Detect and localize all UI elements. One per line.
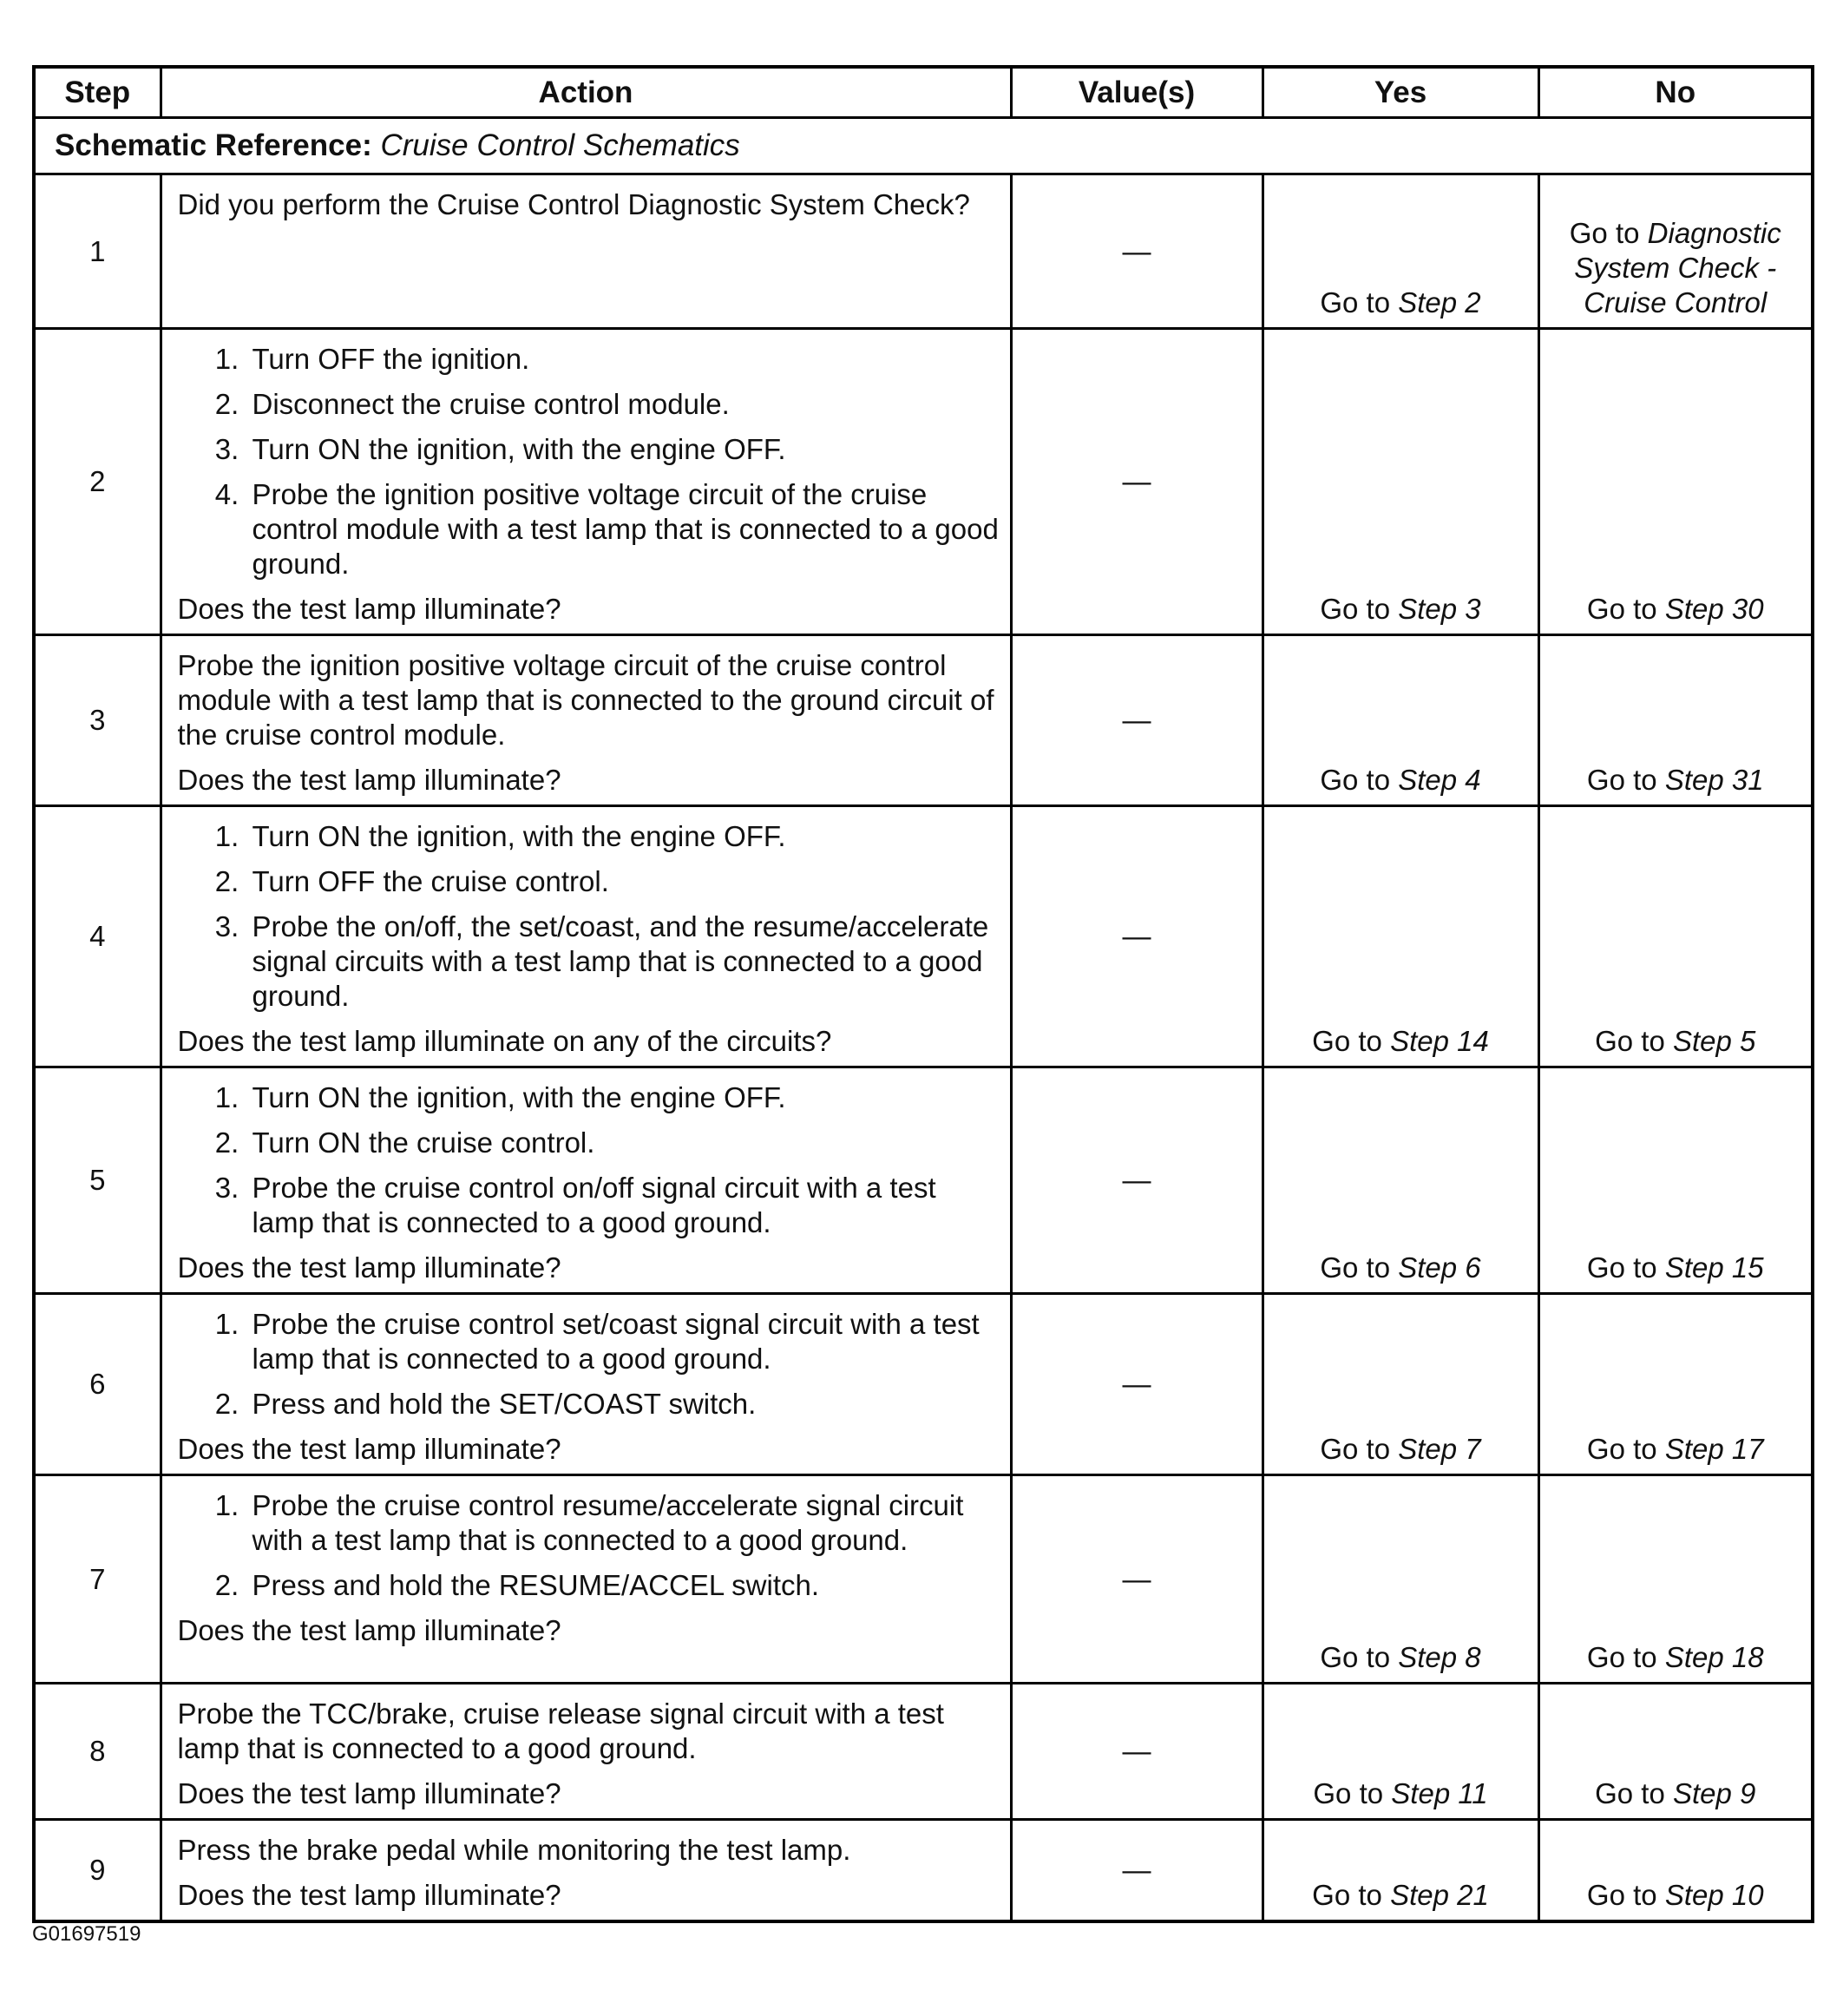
action-step: 2. Turn ON the cruise control. — [247, 1126, 1001, 1160]
no-prefix: Go to — [1586, 1879, 1657, 1911]
yes-step-link[interactable]: Step 14 — [1390, 1025, 1489, 1057]
step-number: 3 — [34, 635, 161, 806]
yes-cell — [1263, 329, 1538, 635]
step-number: 6 — [34, 1294, 161, 1475]
no-cell — [1538, 174, 1813, 329]
action-step: 2. Turn OFF the cruise control. — [247, 864, 1001, 899]
yes-step-link[interactable]: Step 6 — [1398, 1251, 1481, 1284]
yes-cell — [1263, 1294, 1538, 1475]
no-cell — [1538, 1820, 1813, 1922]
step-number: 5 — [34, 1067, 161, 1294]
no-prefix: Go to — [1569, 217, 1640, 249]
yes-prefix: Go to — [1320, 593, 1391, 625]
action-step: 3. Probe the cruise control on/off signal circuit with a test lamp that is connected to a good ground. — [247, 1171, 1001, 1240]
step-number: 8 — [34, 1684, 161, 1820]
action-question: Does the test lamp illuminate? — [177, 593, 561, 625]
no-cell — [1538, 1684, 1813, 1820]
yes-cell — [1263, 1684, 1538, 1820]
action-step: 2. Press and hold the RESUME/ACCEL switch. — [247, 1568, 1001, 1603]
yes-prefix: Go to — [1312, 1025, 1382, 1057]
value-cell: — — [1011, 1067, 1263, 1294]
table-row — [34, 806, 1813, 1067]
action-steps-list — [178, 342, 1001, 581]
action-question: Does the test lamp illuminate? — [177, 1777, 561, 1809]
action-step: 1. Turn OFF the ignition. — [247, 342, 1001, 377]
action-cell — [161, 174, 1011, 329]
no-prefix: Go to — [1586, 1641, 1657, 1673]
action-cell — [161, 635, 1011, 806]
action-step: 4. Probe the ignition positive voltage circuit of the cruise control module with a test lamp that is connected to a good ground. — [247, 477, 1001, 581]
action-question: Does the test lamp illuminate? — [177, 1433, 561, 1465]
no-step-link[interactable]: Step 9 — [1672, 1777, 1756, 1809]
step-number: 4 — [34, 806, 161, 1067]
yes-prefix: Go to — [1313, 1777, 1384, 1809]
yes-prefix: Go to — [1320, 1641, 1391, 1673]
yes-step-link[interactable]: Step 11 — [1391, 1777, 1488, 1809]
yes-cell — [1263, 806, 1538, 1067]
action-step: 1. Turn ON the ignition, with the engine OFF. — [247, 1080, 1001, 1115]
action-cell — [161, 329, 1011, 635]
table-row — [34, 1067, 1813, 1294]
yes-prefix: Go to — [1320, 286, 1391, 318]
action-question: Does the test lamp illuminate? — [177, 1879, 561, 1911]
yes-cell — [1263, 1820, 1538, 1922]
action-question: Does the test lamp illuminate? — [177, 1251, 561, 1284]
value-cell: — — [1011, 806, 1263, 1067]
action-question: Does the test lamp illuminate on any of the circuits? — [177, 1025, 832, 1057]
yes-cell — [1263, 174, 1538, 329]
no-step-link[interactable]: Step 15 — [1664, 1251, 1764, 1284]
table-row — [34, 329, 1813, 635]
yes-cell — [1263, 1475, 1538, 1684]
no-cell — [1538, 1475, 1813, 1684]
value-cell: — — [1011, 635, 1263, 806]
no-prefix: Go to — [1586, 593, 1657, 625]
no-step-link[interactable]: Step 30 — [1664, 593, 1764, 625]
no-prefix: Go to — [1586, 1251, 1657, 1284]
step-number: 7 — [34, 1475, 161, 1684]
action-step: 1. Turn ON the ignition, with the engine OFF. — [247, 819, 1001, 854]
table-row — [34, 1475, 1813, 1684]
no-prefix: Go to — [1595, 1025, 1665, 1057]
table-row — [34, 635, 1813, 806]
no-step-link[interactable]: Step 10 — [1664, 1879, 1764, 1911]
action-step: 3. Turn ON the ignition, with the engine OFF. — [247, 432, 1001, 467]
table-row — [34, 174, 1813, 329]
action-step: 2. Disconnect the cruise control module. — [247, 387, 1001, 422]
action-step: 3. Probe the on/off, the set/coast, and the resume/accelerate signal circuits with a test lamp that is connected to a good ground. — [247, 909, 1001, 1014]
no-step-link[interactable]: Step 17 — [1664, 1433, 1764, 1465]
action-cell — [161, 1294, 1011, 1475]
yes-step-link[interactable]: Step 3 — [1398, 593, 1481, 625]
yes-cell — [1263, 1067, 1538, 1294]
no-cell — [1538, 635, 1813, 806]
yes-prefix: Go to — [1320, 1433, 1391, 1465]
no-prefix: Go to — [1586, 764, 1657, 796]
step-number: 1 — [34, 174, 161, 329]
step-number: 9 — [34, 1820, 161, 1922]
action-text: Probe the TCC/brake, cruise release signal circuit with a test lamp that is connected to a good ground. — [177, 1698, 944, 1764]
no-cell — [1538, 1067, 1813, 1294]
header-yes: Yes — [1263, 67, 1538, 118]
action-step: 2. Press and hold the SET/COAST switch. — [247, 1387, 1001, 1422]
yes-step-link[interactable]: Step 7 — [1398, 1433, 1481, 1465]
action-cell — [161, 1684, 1011, 1820]
yes-prefix: Go to — [1312, 1879, 1382, 1911]
figure-id: G01697519 — [32, 1922, 141, 1946]
table-row — [34, 1684, 1813, 1820]
header-step: Step — [34, 67, 161, 118]
yes-prefix: Go to — [1320, 764, 1391, 796]
value-cell: — — [1011, 1820, 1263, 1922]
step-number: 2 — [34, 329, 161, 635]
header-no: No — [1538, 67, 1813, 118]
value-cell: — — [1011, 329, 1263, 635]
action-steps-list — [178, 1080, 1001, 1240]
header-action: Action — [161, 67, 1011, 118]
action-cell — [161, 1067, 1011, 1294]
action-question: Does the test lamp illuminate? — [177, 1614, 561, 1646]
action-steps-list — [178, 819, 1001, 1014]
schematic-reference-row — [34, 118, 1813, 174]
yes-prefix: Go to — [1320, 1251, 1391, 1284]
diagnostic-table — [32, 65, 1814, 1923]
action-cell — [161, 1820, 1011, 1922]
action-text: Did you perform the Cruise Control Diagnostic System Check? — [177, 188, 970, 220]
schematic-reference — [34, 118, 1813, 174]
action-question: Does the test lamp illuminate? — [177, 764, 561, 796]
header-values: Value(s) — [1011, 67, 1263, 118]
action-text: Press the brake pedal while monitoring the test lamp. — [177, 1834, 851, 1866]
value-cell: — — [1011, 1475, 1263, 1684]
yes-cell — [1263, 635, 1538, 806]
no-prefix: Go to — [1595, 1777, 1665, 1809]
action-text: Probe the ignition positive voltage circuit of the cruise control module with a test lamp that is connected to the ground circuit of the cruise control module. — [177, 649, 994, 751]
no-cell — [1538, 806, 1813, 1067]
schematic-reference-link[interactable]: Cruise Control Schematics — [380, 128, 740, 162]
yes-step-link[interactable]: Step 8 — [1398, 1641, 1481, 1673]
table-row — [34, 1294, 1813, 1475]
table-row — [34, 1820, 1813, 1922]
no-cell — [1538, 1294, 1813, 1475]
action-steps-list — [178, 1307, 1001, 1422]
header-row — [34, 67, 1813, 118]
yes-step-link[interactable]: Step 21 — [1390, 1879, 1489, 1911]
no-step-link[interactable]: Step 5 — [1672, 1025, 1756, 1057]
no-step-link[interactable]: Step 31 — [1664, 764, 1764, 796]
action-steps-list — [178, 1488, 1001, 1603]
action-cell — [161, 1475, 1011, 1684]
value-cell: — — [1011, 1684, 1263, 1820]
yes-step-link[interactable]: Step 2 — [1398, 286, 1481, 318]
yes-step-link[interactable]: Step 4 — [1398, 764, 1481, 796]
no-prefix: Go to — [1586, 1433, 1657, 1465]
no-step-link[interactable]: Step 18 — [1664, 1641, 1764, 1673]
no-cell — [1538, 329, 1813, 635]
action-step: 1. Probe the cruise control resume/accelerate signal circuit with a test lamp that is connected to a good ground. — [247, 1488, 1001, 1558]
action-cell — [161, 806, 1011, 1067]
value-cell: — — [1011, 174, 1263, 329]
no-step-link[interactable]: Diagnostic System Check - Cruise Control — [1574, 217, 1781, 318]
schematic-reference-label: Schematic Reference: — [55, 128, 372, 162]
value-cell: — — [1011, 1294, 1263, 1475]
action-step: 1. Probe the cruise control set/coast signal circuit with a test lamp that is connected to a good ground. — [247, 1307, 1001, 1376]
